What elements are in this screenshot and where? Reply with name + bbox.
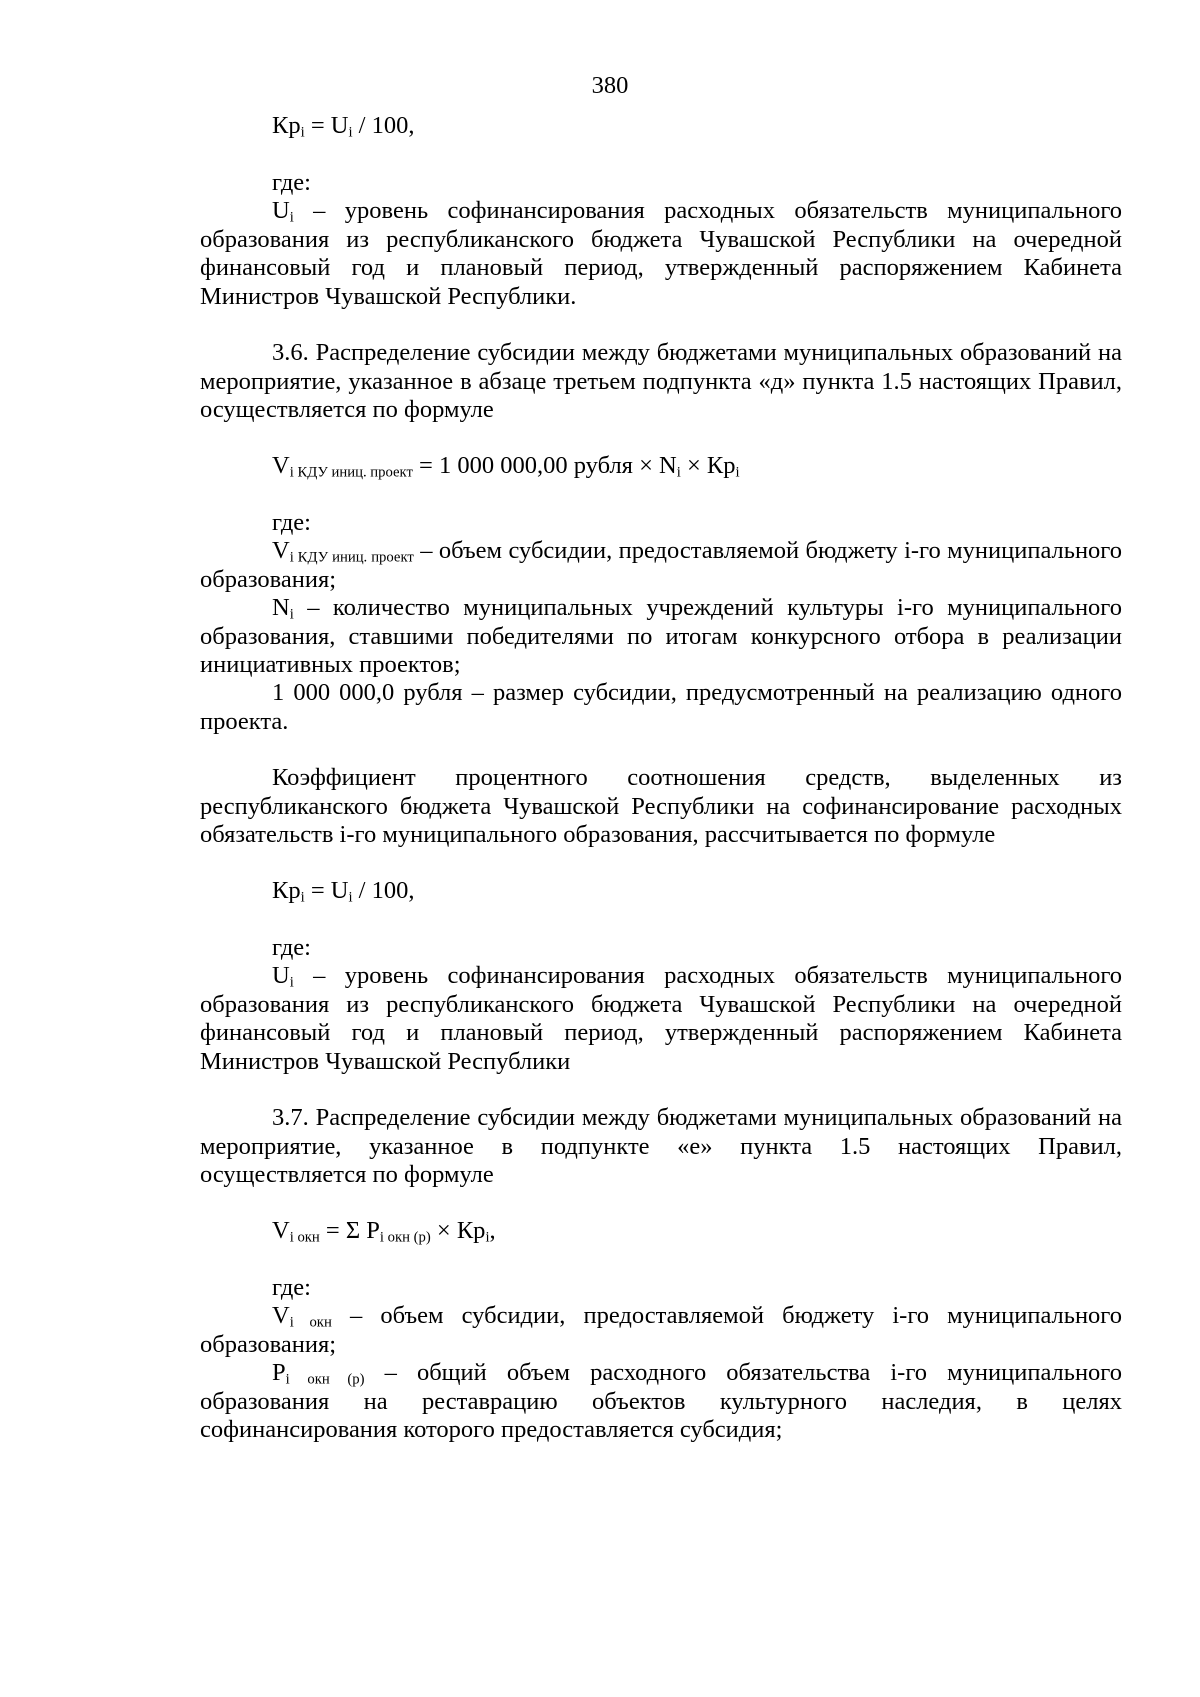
coefficient-paragraph: Коэффициент процентного соотношения средств, выделенных из республиканского бюджета Чувашской Республики на софинансирование расходных обязательств i-го муниципального образования, рассчитывается по формуле [200,764,1122,848]
paragraph-3-6: 3.6. Распределение субсидии между бюджетами муниципальных образований на мероприятие, указанное в абзаце третьем подпункта «д» пункта 1.5 настоящих Правил, осуществляется по формуле [200,339,1122,423]
v-okn-definition: $V_{i окн}$ – объем субсидии, предоставляемой бюджету i-го муниципального образования; [200,1302,1122,1358]
where-label-3: где: [272,934,311,961]
u-definition-1: $U_i$ – уровень софинансирования расходных обязательств муниципального образования из республиканского бюджета Чувашской Республики на очередной финансовый год и плановый период, утвержденный распоряжением Кабинета Министров Чувашской Республики. [200,197,1123,310]
n-definition: $N_i$ – количество муниципальных учреждений культуры i-го муниципального образования, ставшими победителями по итогам конкурсного отбора в реализации инициативных проектов; [200,594,1122,678]
million-definition: 1 000 000,0 рубля – размер субсидии, предусмотренный на реализацию одного проекта. [200,679,1122,735]
formula-kp-1: $Кр_i = U_i / 100$, [272,112,415,141]
formula-3-7: $V_{i окн} = \Sigma$ $P_{i окн (р)} \times Кр_i$, [272,1217,496,1246]
formula-kp-2: $Кр_i = U_i / 100$, [272,877,415,906]
where-label-2: где: [272,509,311,536]
u-definition-2: $U_i$ – уровень софинансирования расходных обязательств муниципального образования из республиканского бюджета Чувашской Республики на очередной финансовый год и плановый период, утвержденный распоряжением Кабинета Министров Чувашской Республики [200,962,1123,1075]
where-label-1: где: [272,169,311,196]
p-okn-definition: $P_{i окн (р)}$ – общий объем расходного обязательства i-го муниципального образования на реставрацию объектов культурного наследия, в целях софинансирования которого предоставляется субсидия; [200,1359,1122,1443]
v-definition: $V_{i КДУ иниц. проект}$ – объем субсидии, предоставляемой бюджету i-го муниципального образования; [200,537,1122,593]
where-label-4: где: [272,1274,311,1301]
formula-3-6: $V_{i КДУ иниц. проект} = 1$ 000 000,00 рубля × $N_i \times Кр_i$ [272,452,740,481]
paragraph-3-7: 3.7. Распределение субсидии между бюджетами муниципальных образований на мероприятие, указанное в подпункте «е» пункта 1.5 настоящих Правил, осуществляется по формуле [200,1104,1122,1188]
page-number: 380 [591,72,629,99]
